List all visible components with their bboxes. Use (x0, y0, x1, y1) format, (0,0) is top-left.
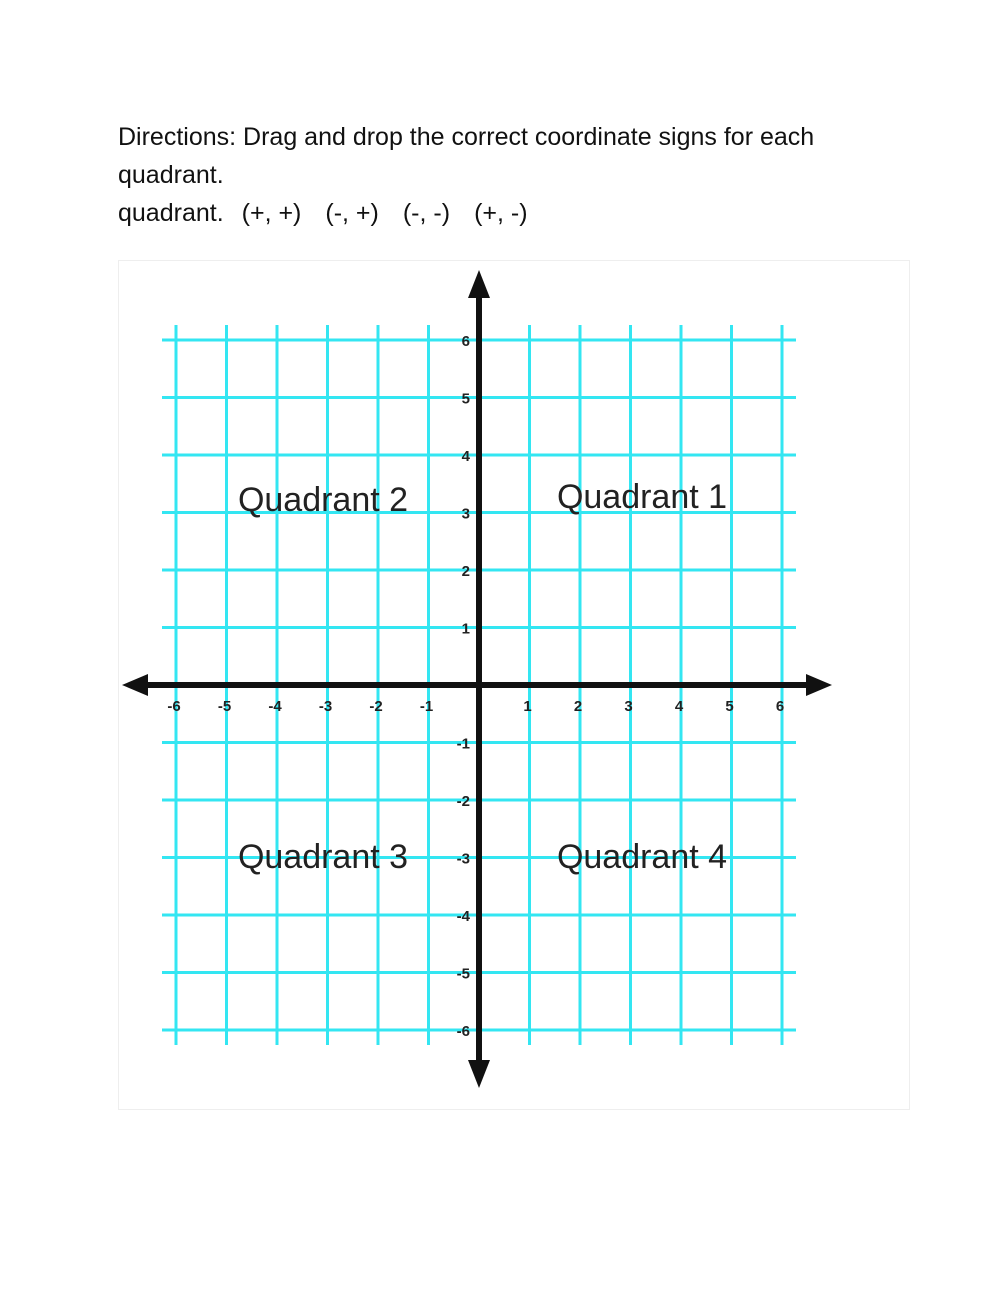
quadrant-labels (238, 478, 727, 876)
quadrant-2-label: Quadrant 2 (237, 481, 409, 519)
x-tick-label: -6 (167, 698, 181, 715)
y-tick-label: -1 (456, 735, 470, 753)
quadrant-1-label: Quadrant 1 (556, 478, 728, 516)
x-tick-label: 5 (725, 698, 734, 715)
x-axis-right-arrow (806, 674, 832, 696)
quadrant-3-label: Quadrant 3 (237, 838, 409, 876)
x-tick-label: 4 (674, 698, 684, 715)
y-tick-label: 2 (461, 563, 470, 580)
y-tick-label: 3 (461, 505, 470, 523)
directions-quadrant-word: quadrant. (118, 199, 224, 227)
y-tick-label: 5 (461, 390, 470, 408)
y-tick-label: -6 (456, 1023, 470, 1040)
sign-option-neg-pos[interactable]: (-, +) (325, 199, 379, 227)
x-tick-label: 1 (523, 698, 532, 715)
y-tick-label: -4 (456, 908, 470, 925)
directions-sentence: Directions: Drag and drop the correct coordinate signs for each quadrant. (118, 123, 815, 189)
x-tick-label: -4 (268, 698, 282, 715)
y-tick-label: 6 (461, 333, 470, 350)
y-tick-label: 1 (461, 620, 470, 638)
x-tick-label: -2 (369, 698, 383, 715)
y-tick-label: -3 (456, 850, 470, 868)
sign-option-pos-neg[interactable]: (+, -) (474, 199, 528, 227)
axes (122, 270, 832, 1088)
y-tick-label: -2 (456, 793, 470, 810)
x-tick-label: 3 (624, 698, 633, 715)
x-tick-label: -5 (217, 698, 232, 715)
x-tick-label: -3 (318, 698, 333, 715)
x-axis-left-arrow (122, 674, 148, 696)
x-tick-label: -1 (419, 698, 434, 715)
y-tick-label: -5 (456, 965, 470, 983)
y-tick-label: 4 (461, 448, 470, 465)
y-axis-up-arrow (468, 270, 490, 298)
quadrant-4-label: Quadrant 4 (556, 838, 728, 876)
sign-option-neg-neg[interactable]: (-, -) (402, 199, 451, 227)
x-tick-label: 6 (775, 698, 785, 715)
y-axis-down-arrow (468, 1060, 490, 1088)
x-tick-label: 2 (573, 698, 583, 715)
sign-option-pos-pos[interactable]: (+, +) (241, 199, 302, 227)
